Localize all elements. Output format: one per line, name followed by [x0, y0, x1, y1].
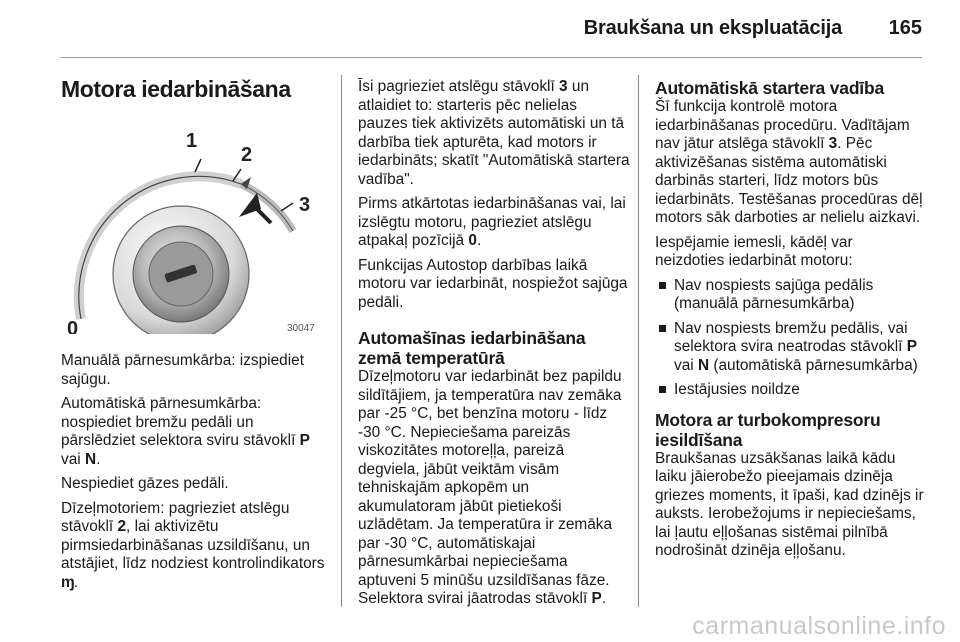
paragraph-turn-key-3: Īsi pagrieziet atslēgu stāvoklī 3 un atlaidiet to: starteris pēc nelielas pauzes tiek aktivizēts automātiski un tā darbība tiek apturēta, kad motors ir iedarbināts; skatīt "Automātiskā startera vadība".	[358, 78, 630, 188]
position-label-2: 2	[241, 144, 253, 166]
column-divider-1	[341, 75, 342, 607]
failure-reasons-list	[655, 277, 925, 400]
paragraph-auto-starter: Šī funkcija kontrolē motora iedarbināšanas procedūru. Vadītājam nav jātur atslēga stāvoklī 3. Pēc aktivizēšanas sistēma automātiski darbinās starteri, līdz motors būs iedarbināts. Testēšanas procedūras dēļ motors sāk darboties ar nelielu aizkavi.	[655, 98, 923, 226]
position-label-3: 3	[299, 194, 311, 216]
column-divider-2	[638, 75, 639, 607]
position-label-1: 1	[186, 130, 198, 152]
column-2	[358, 78, 630, 615]
header-title: Braukšana un ekspluatācija	[583, 17, 842, 39]
ignition-switch-illustration	[61, 119, 323, 334]
paragraph-diesel-preheat: Dīzeļmotoriem: pagrieziet atslēgu stāvoklī 2, lai aktivizētu pirmsiedarbināšanas uzsildīšanu, un atstājiet, līdz nodziest kontrolindikators ɱ.	[61, 499, 325, 591]
paragraph-accelerator: Nespiediet gāzes pedāli.	[61, 475, 229, 492]
watermark: carmanualsonline.info	[692, 612, 946, 640]
figure-id: 30047	[287, 323, 315, 334]
paragraph-failure-reasons: Iespējamie iemesli, kādēļ var neizdoties iedarbināt motoru:	[655, 233, 853, 269]
start-arrow-icon	[239, 193, 261, 217]
bullet-icon	[659, 386, 666, 393]
paragraph-cold-start: Dīzeļmotoru var iedarbināt bez papildu sildītājiem, ja temperatūra nav zemāka par -25 °C, bet benzīna motoru - līdz -30 °C. Nepieciešama pareizās viskozitātes motoreļļa, pareizā degviela, jābūt veiktām visām tehniskajām apkopēm un akumulatoram jābūt pietiekoši uzlādētam. Ja temperatūra ir zemāka par -30 °C, automātiskajai pārnesumkārbai nepieciešama aptuveni 5 minūšu uzsildīšanas fāze. Selektora svirai jāatrodas stāvoklī P.	[358, 368, 622, 607]
column-3	[655, 78, 925, 567]
list-item: Nav nospiests bremžu pedālis, vai selektora svira neatrodas stāvoklī P vai N (automātiskā pārnesumkārba)	[655, 320, 925, 376]
paragraph-turbo-warmup: Braukšanas uzsākšanas laikā kādu laiku jāierobežo pieejamais dzinēja griezes moments, it īpaši, kad dzinējs ir auksts. Ierobežojums ir nepieciešams, lai ļautu eļļošanas sistēmai pilnībā nodrošināt dzinēja eļļošanu.	[655, 449, 924, 559]
paragraph-automatic-gearbox: Automātiskā pārnesumkārba: nospiediet bremžu pedāli un pārslēdziet selektora sviru stāvoklī P vai N.	[61, 395, 310, 468]
list-item: Iestājusies noildze	[655, 381, 925, 400]
paragraph-restart: Pirms atkārtotas iedarbināšanas vai, lai izslēgtu motoru, pagrieziet atslēgu atpakaļ pozīcijā 0.	[358, 195, 626, 249]
list-item: Nav nospiests sajūga pedālis (manuālā pārnesumkārba)	[655, 277, 925, 314]
bullet-icon	[659, 282, 666, 289]
page-number: 165	[888, 17, 922, 39]
page-header	[0, 0, 960, 50]
paragraph-manual-gearbox: Manuālā pārnesumkārba: izspiediet sajūgu.	[61, 352, 304, 388]
section-heading-auto-starter: Automātiskā startera vadība	[655, 78, 884, 98]
bullet-icon	[659, 325, 666, 332]
paragraph-autostop: Funkcijas Autostop darbības laikā motoru var iedarbināt, nospiežot sajūga pedāli.	[358, 256, 628, 311]
column-1	[61, 75, 326, 598]
glow-plug-indicator-icon: ɱ	[61, 573, 74, 591]
position-label-0: 0	[67, 318, 79, 334]
section-heading-engine-start: Motora iedarbināšana	[61, 76, 291, 102]
section-heading-turbo-warmup: Motora ar turbokompresoru iesildīšana	[655, 409, 881, 450]
header-rule	[60, 57, 922, 58]
section-heading-cold-start: Automašīnas iedarbināšana zemā temperatūrā	[358, 328, 586, 368]
